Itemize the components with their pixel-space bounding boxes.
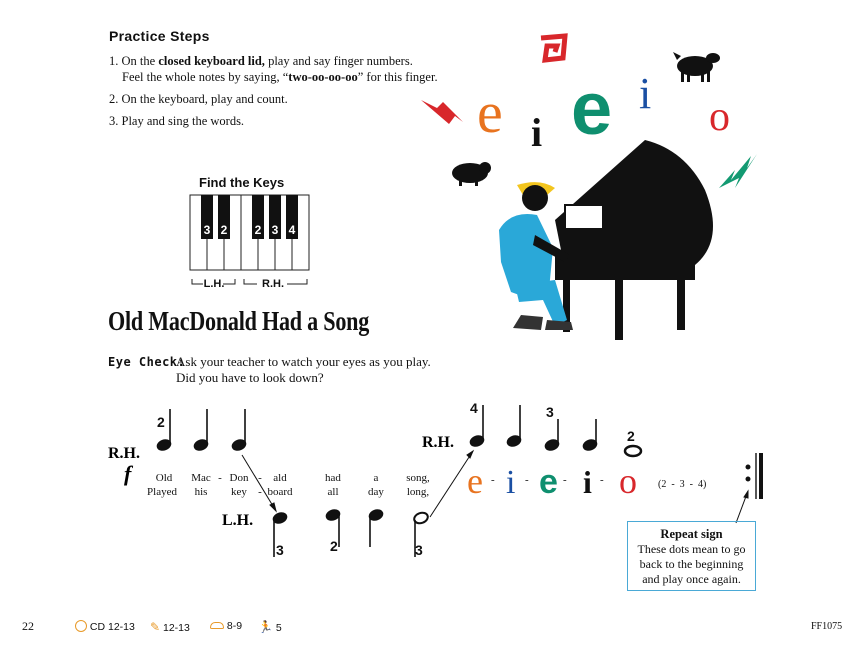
letter-i: i (639, 69, 652, 118)
eye-check-line-1: Ask your teacher to watch your eyes as you play. (176, 354, 431, 369)
letter-i: i (531, 110, 543, 155)
key-number: 2 (220, 223, 228, 237)
cd-label: CD 12-13 (89, 621, 135, 633)
pencil-label: 12-13 (162, 622, 190, 634)
find-the-keys-title: Find the Keys (199, 175, 285, 190)
letter-e: e (477, 80, 503, 145)
lyric: had (325, 472, 341, 484)
dash: - (491, 474, 495, 486)
repeat-sign-callout (627, 521, 756, 591)
finger-number: 2 (330, 538, 338, 554)
pencil-icon: ✎ (150, 620, 161, 634)
lyric: ald (273, 472, 287, 484)
finger-number: 2 (627, 428, 635, 444)
page-number: 22 (22, 619, 34, 633)
eiei-letter: e (539, 463, 558, 501)
eiei-letter: e (467, 461, 483, 501)
repeat-sign-line: and play once again. (642, 572, 741, 586)
practice-step-1-line2: Feel the whole notes by saying, “two-oo-oo-oo” for this finger. (122, 70, 438, 84)
practice-steps-title: Practice Steps (109, 28, 210, 44)
eye-check-label: Eye Check: (108, 355, 186, 369)
lyric: Old (155, 472, 173, 484)
finger-number: 3 (546, 404, 554, 420)
dash: - (563, 474, 567, 486)
finger-number: 4 (470, 400, 478, 416)
lyric: board (267, 486, 293, 498)
rh-bracket-label: R.H. (262, 278, 284, 289)
practice-step-2: 2. On the keyboard, play and count. (109, 92, 288, 106)
farmer-figure (499, 182, 573, 330)
letter-o: o (709, 94, 730, 140)
music-stand (565, 205, 603, 229)
dynamic-forte: f (124, 461, 132, 486)
lh-bracket-label: L.H. (203, 278, 225, 289)
finger-number: 2 (157, 414, 165, 430)
practice-step-1: 1. On the closed keyboard lid, play and say finger numbers. (109, 54, 413, 68)
runner-reference (258, 620, 282, 634)
key-number: 2 (254, 223, 262, 237)
runner-icon: 🏃 (258, 620, 273, 634)
lyric: - (258, 472, 262, 484)
book-code: FF1075 (811, 621, 843, 632)
shoe-reference (210, 620, 242, 632)
lyric: day (368, 486, 384, 498)
dash: - (525, 474, 529, 486)
lyric: - (258, 486, 262, 498)
eye-check-line-2: Did you have to look down? (176, 370, 324, 385)
zigzag-icon (421, 100, 463, 124)
repeat-sign-line: back to the beginning (639, 557, 744, 571)
song-title: Old MacDonald Had a Song (108, 306, 370, 336)
lyric: a (373, 472, 379, 484)
shoe-label: 8-9 (226, 620, 243, 632)
repeat-sign-line: These dots mean to go (637, 542, 746, 556)
piano-player-illustration (415, 30, 775, 360)
eiei-letter: i (583, 464, 592, 500)
eiei-letter: i (506, 464, 516, 501)
lyric: long, (406, 486, 430, 498)
finger-number: 3 (415, 542, 423, 558)
key-number: 3 (203, 223, 211, 237)
zigzag-icon (719, 154, 757, 188)
cd-reference (75, 620, 135, 633)
swirl-icon (541, 36, 565, 60)
lyric: Played (147, 486, 177, 498)
grand-piano (555, 140, 713, 340)
letter-e: e (571, 67, 613, 150)
pencil-reference (150, 620, 190, 634)
finger-number: 3 (276, 542, 284, 558)
shoe-icon (210, 622, 224, 629)
lh-label: L.H. (222, 512, 254, 529)
practice-step-3: 3. Play and sing the words. (109, 114, 245, 128)
lyric: all (327, 486, 339, 498)
lyric: Don (229, 472, 249, 484)
runner-label: 5 (275, 622, 282, 634)
lyric: his (194, 486, 208, 498)
rh-label: R.H. (108, 445, 140, 462)
cow-icon (673, 52, 720, 82)
lyric: Mac (191, 472, 211, 484)
eiei-letter: o (619, 461, 637, 501)
key-number: 3 (271, 223, 279, 237)
key-number: 4 (288, 223, 296, 237)
pig-icon (452, 162, 491, 186)
lyric: - (218, 472, 222, 484)
repeat-sign-title: Repeat sign (660, 527, 723, 541)
count-text: (2 - 3 - 4) (658, 479, 707, 490)
rh-label: R.H. (422, 434, 454, 451)
keyboard-diagram (189, 194, 314, 289)
lyric: song, (406, 472, 430, 484)
dash: - (600, 474, 604, 486)
cd-icon (75, 620, 87, 632)
lyric: key (231, 486, 247, 498)
